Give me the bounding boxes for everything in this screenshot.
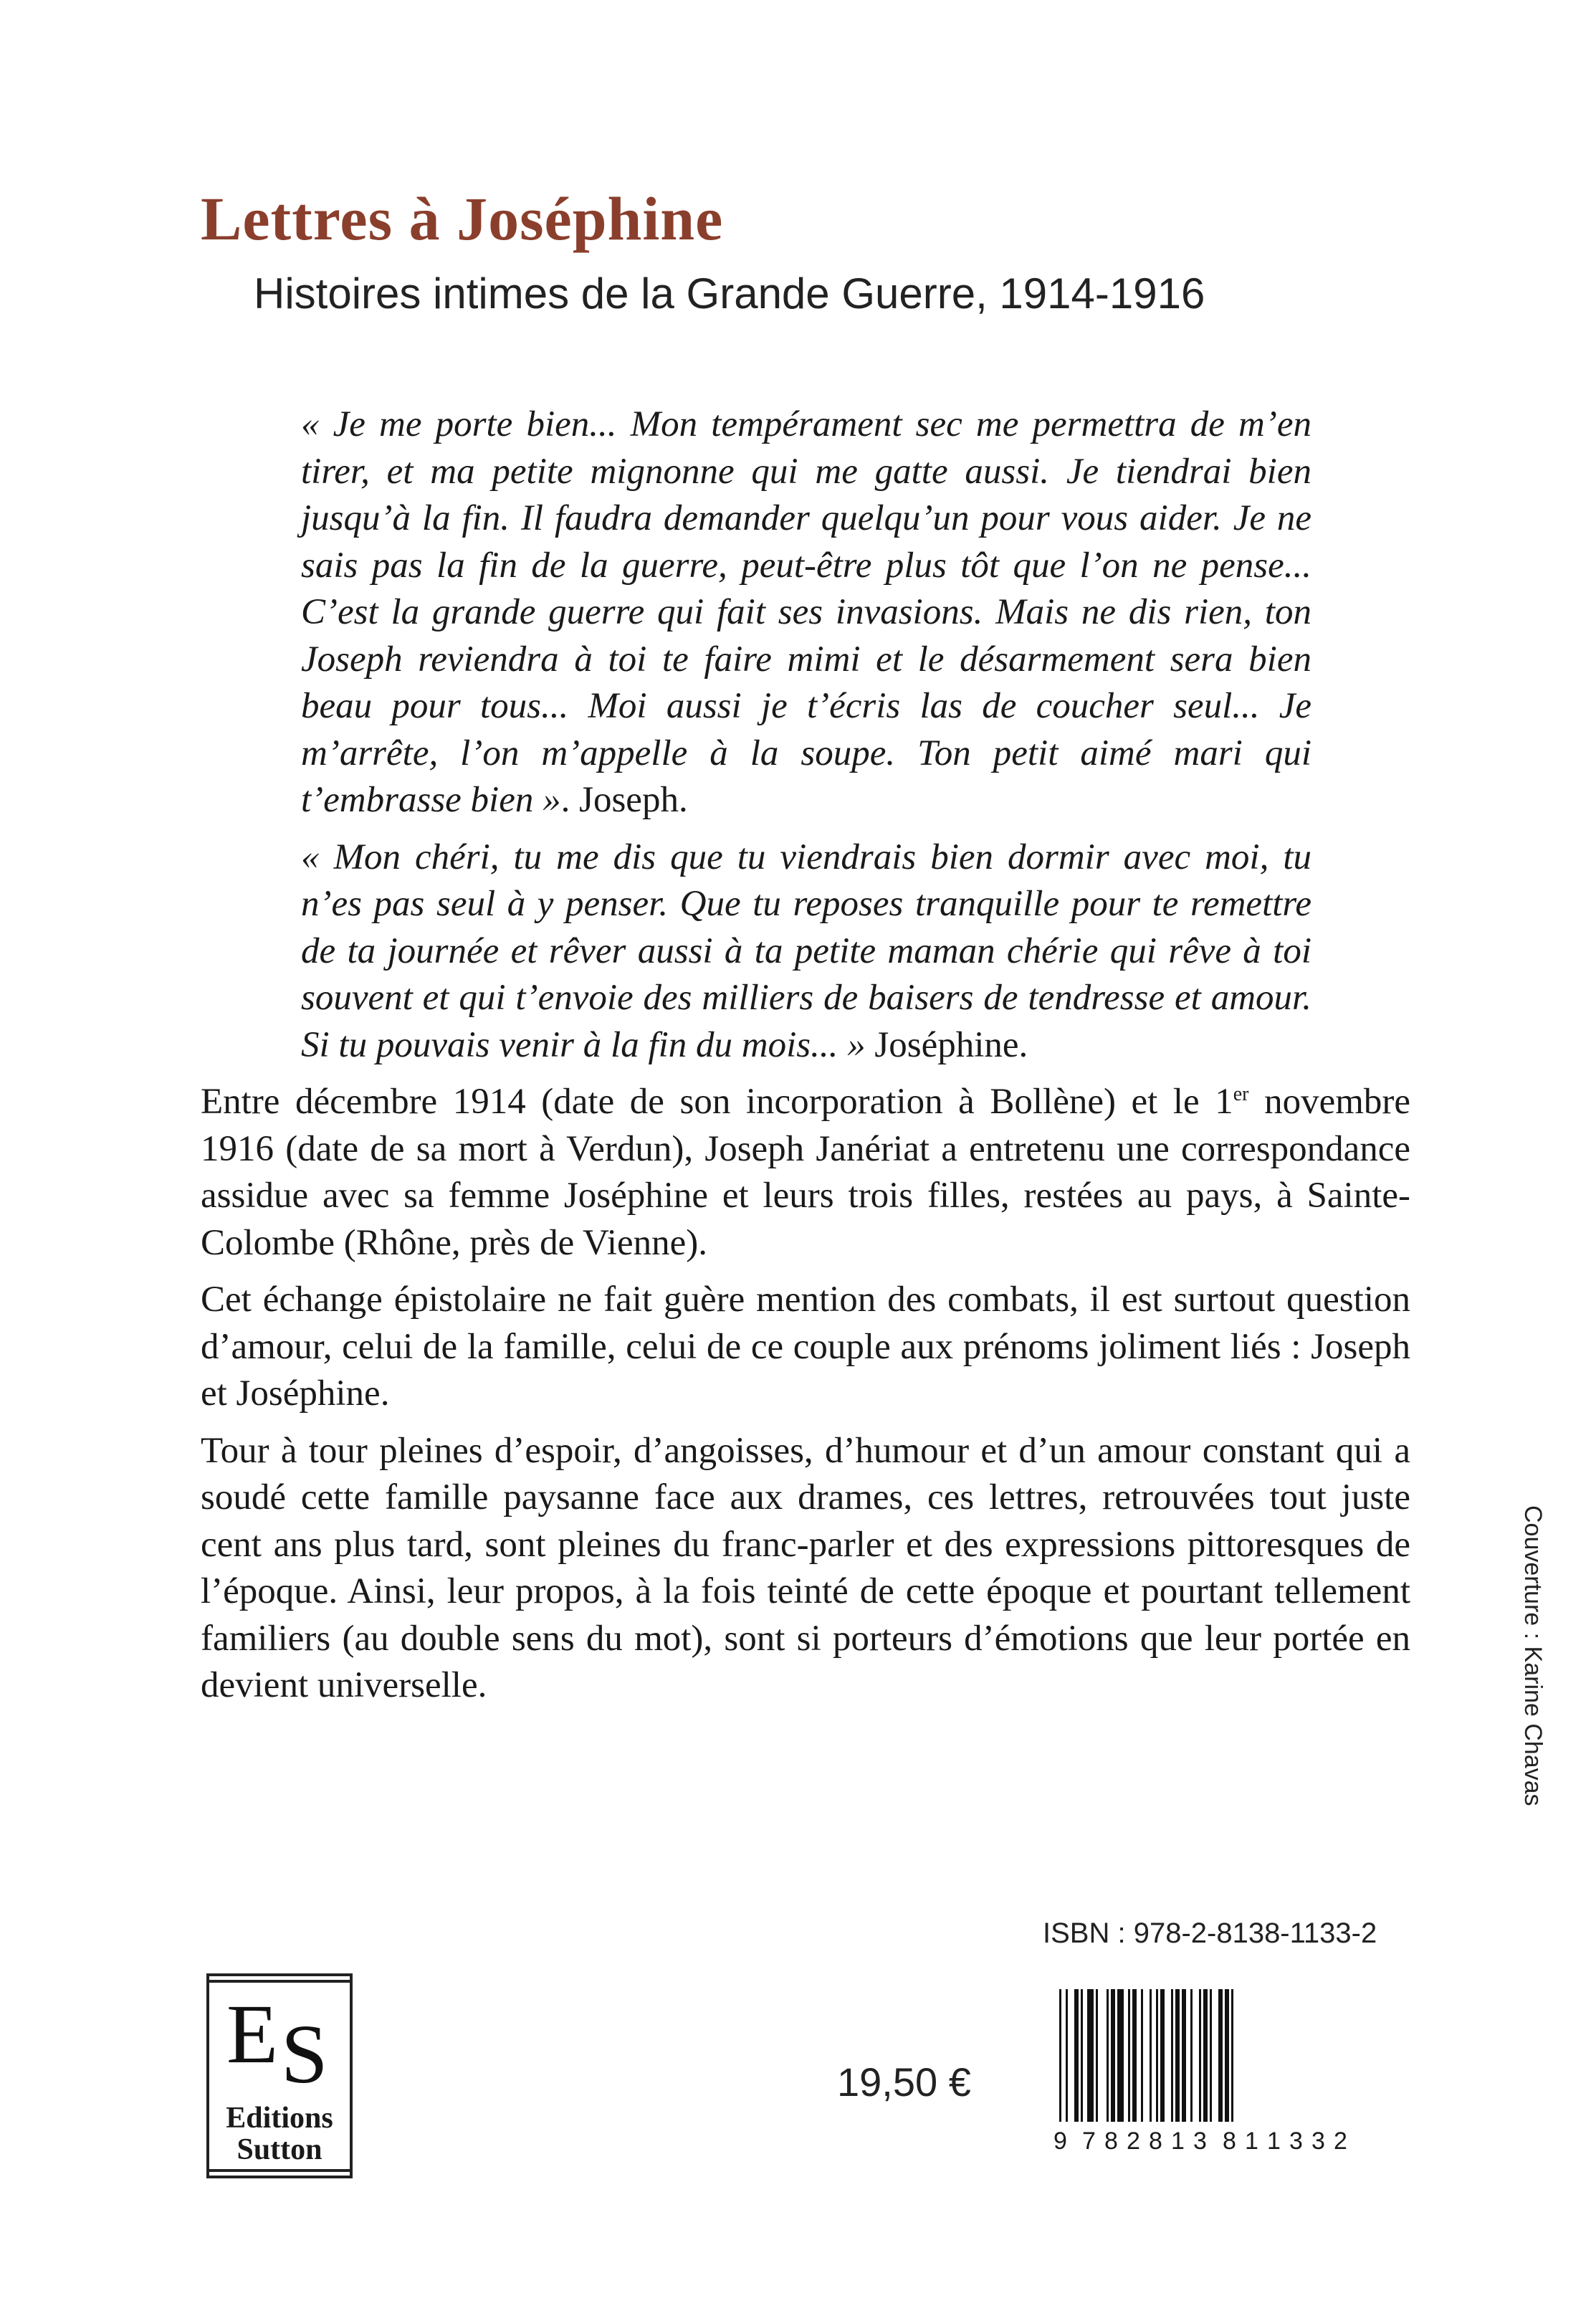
letter-quotes [301,401,1311,1069]
barcode-digit: 2 [1334,2127,1347,2155]
cover-credit: Couverture : Karine Chavas [1519,1505,1547,1806]
barcode-bar [1225,1989,1229,2122]
barcode-bar [1231,1989,1233,2122]
quote-josephine [301,834,1311,1069]
quote-joseph [301,401,1311,824]
barcode-bar [1156,1989,1158,2122]
barcode-digit: 8 [1223,2127,1236,2155]
barcode-bar [1111,1989,1115,2122]
barcode [1053,1989,1372,2161]
blurb-paragraph: Cet échange épistolaire ne fait guère mention des combats, il est surtout question d’amour, celui de la famille, celui de ce couple aux prénoms joliment liés : Joseph et Joséphine. [201,1280,1410,1414]
barcode-bar [1059,1989,1061,2122]
barcode-bar [1096,1989,1098,2122]
superscript: er [1233,1083,1249,1105]
barcode-bar [1171,1989,1173,2122]
blurb-text: novembre 1916 (date de sa mort à Verdun), Joseph Janériat a entretenu une correspondance assidue avec sa femme Joséphine et leurs trois filles, restées au pays, à Sainte-Colombe (Rhône, près de Vienne). [201,1082,1410,1263]
barcode-digit: 3 [1311,2127,1325,2155]
barcode-bar [1199,1989,1201,2122]
barcode-bar [1081,1989,1083,2122]
quote-author: . Joseph. [560,780,688,820]
barcode-digits [1053,2127,1372,2155]
barcode-bar [1128,1989,1130,2122]
barcode-digit: 7 [1082,2127,1096,2155]
monogram-s: S [281,2007,328,2101]
quote-text: « Je me porte bien... Mon tempérament sec me permettra de m’en tirer, et ma petite mignonne qui me gatte aussi. Je tiendrai bien jusqu’à la fin. Il faudra demander quelqu’un pour vous aider. Je ne sais pas la fin de la guerre, peut-être plus tôt que l’on ne pense... C’est la grande guerre qui fait ses invasions. Mais ne dis rien, ton Joseph reviendra à toi te faire mimi et le désarmement sera bien beau pour tous... Moi aussi je t’écris las de coucher seul... Je m’arrête, l’on m’appelle à la soupe. Ton petit aimé mari qui t’embrasse bien » [301,404,1311,820]
barcode-bar [1218,1989,1223,2122]
barcode-digit: 9 [1053,2127,1067,2155]
barcode-bar [1074,1989,1079,2122]
quote-author: Joséphine. [865,1024,1028,1065]
blurb-paragraph: Tour à tour pleines d’espoir, d’angoisses, d’humour et d’un amour constant qui a soudé cette famille paysanne face aux drames, ces lettres, retrouvées tout juste cent ans plus tard, sont pleines du franc-parler et des expressions pittoresques de l’époque. Ainsi, leur propos, à la fois teinté de cette époque et pourtant tellement familiers (au double sens du mot), sont si porteurs d’émotions que leur portée en devient universelle. [201,1430,1410,1705]
barcode-digit: 3 [1289,2127,1303,2155]
barcode-bar [1190,1989,1193,2122]
barcode-digit: 3 [1193,2127,1207,2155]
barcode-bar [1175,1989,1180,2122]
barcode-bars [1059,1989,1367,2122]
barcode-digit: 1 [1171,2127,1185,2155]
book-subtitle: Histoires intimes de la Grande Guerre, 1914-1916 [254,270,1205,318]
publisher-logo [206,1973,353,2178]
main-text [201,401,1410,1720]
barcode-digit: 1 [1267,2127,1281,2155]
barcode-bar [1182,1989,1186,2122]
barcode-bar [1150,1989,1152,2122]
isbn: ISBN : 978-2-8138-1133-2 [1043,1917,1377,1949]
publisher-name-line2: Sutton [236,2133,322,2166]
price: 19,50 € [837,2059,971,2105]
barcode-bar [1107,1989,1109,2122]
publisher-name-line1: Editions [226,2102,333,2135]
back-cover-blurb [201,1079,1410,1710]
barcode-bar [1117,1989,1124,2122]
barcode-digit: 2 [1127,2127,1140,2155]
monogram-e: E [226,1987,279,2081]
barcode-bar [1203,1989,1208,2122]
barcode-digit: 8 [1104,2127,1118,2155]
blurb-text: Entre décembre 1914 (date de son incorporation à Bollène) et le 1 [201,1082,1233,1122]
barcode-bar [1087,1989,1094,2122]
barcode-bar [1132,1989,1137,2122]
barcode-bar [1141,1989,1143,2122]
barcode-bar [1160,1989,1165,2122]
barcode-digit: 1 [1245,2127,1258,2155]
blurb-paragraph [201,1079,1410,1267]
barcode-bar [1066,1989,1068,2122]
book-title: Lettres à Joséphine [201,184,724,253]
barcode-bar [1210,1989,1212,2122]
barcode-digit: 8 [1149,2127,1162,2155]
quote-text: « Mon chéri, tu me dis que tu viendrais bien dormir avec moi, tu n’es pas seul à y penser. Que tu reposes tranquille pour te remettre de ta journée et rêver aussi à ta petite maman chérie qui rêve à toi souvent et qui t’envoie des milliers de baisers de tendresse et amour. Si tu pouvais venir à la fin du mois... » [301,837,1311,1065]
